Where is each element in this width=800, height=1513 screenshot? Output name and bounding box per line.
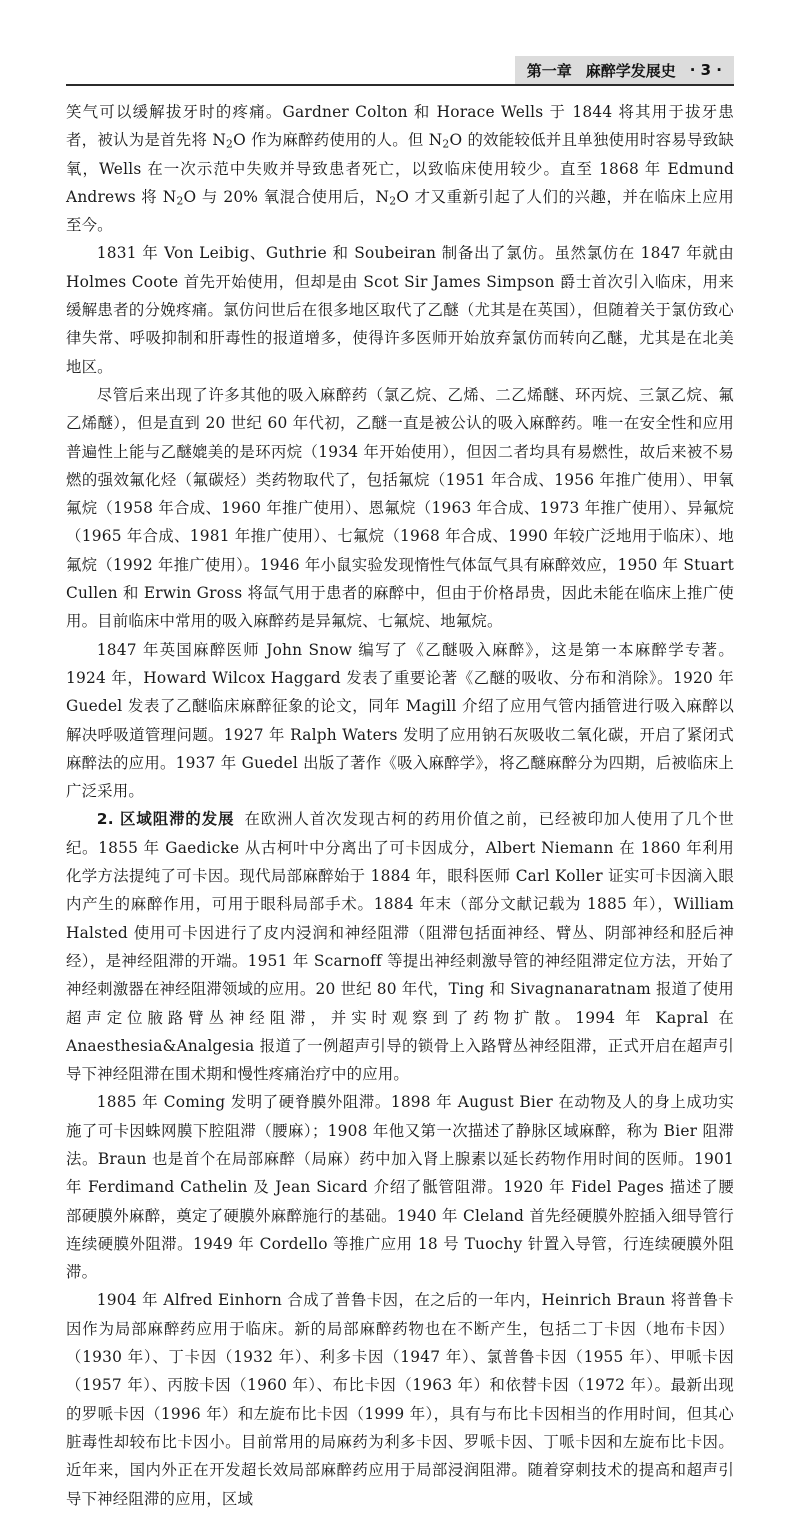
paragraph: 1904 年 Alfred Einhorn 合成了普鲁卡因，在之后的一年内，Heinrich Braun 将普鲁卡因作为局部麻醉药应用于临床。新的局部麻醉药物也在不断产生，包括二丁卡因（地布卡因）（1930 年）、丁卡因（1932 年）、利多卡因（1947 年）、氯普鲁卡因（1955 年）、甲哌卡因（1957 年）、丙胺卡因（1960 年）、布比卡因（1963 年）和依替卡因（1972 年）。最新出现的罗哌卡因（1996 年）和左旋布比卡因（1999 年），具有与布比卡因相当的作用时间，但其心脏毒性却较布比卡因小。目前常用的局麻药为利多卡因、罗哌卡因、丁哌卡因和左旋布比卡因。近年来，国内外正在开发超长效局部麻醉药应用于局部浸润阻滞。随着穿刺技术的提高和超声引导下神经阻滞的应用，区域 [66,1291,734,1508]
page-number: · 3 · [689,61,722,79]
paragraph: 1831 年 Von Leibig、Guthrie 和 Soubeiran 制备出了氯仿。虽然氯仿在 1847 年就由 Holmes Coote 首先开始使用，但却是由 Scot Sir James Simpson 爵士首次引入临床，用来缓解患者的分娩疼痛。氯仿问世后在很多地区取代了乙醚（尤其是在英国），但随着关于氯仿致心律失常、呼吸抑制和肝毒性的报道增多，使得许多医师开始放弃氯仿而转向乙醚，尤其是在北美地区。 [66,244,734,376]
paragraph: 1847 年英国麻醉医师 John Snow 编写了《乙醚吸入麻醉》，这是第一本麻醉学专著。1924 年，Howard Wilcox Haggard 发表了重要论著《乙醚的吸收、分布和消除》。1920 年 Guedel 发表了乙醚临床麻醉征象的论文，同年 Magill 介绍了应用气管内插管进行吸入麻醉以解决呼吸道管理问题。1927 年 Ralph Waters 发明了应用钠石灰吸收二氧化碳，开启了紧闭式麻醉法的应用。1937 年 Guedel 出版了著作《吸入麻醉学》，将乙醚麻醉分为四期，后被临床上广泛采用。 [66,640,734,801]
paragraph: 1885 年 Coming 发明了硬脊膜外阻滞。1898 年 August Bier 在动物及人的身上成功实施了可卡因蛛网膜下腔阻滞（腰麻）；1908 年他又第一次描述了静脉区域麻醉，称为 Bier 阻滞法。Braun 也是首个在局部麻醉（局麻）药中加入肾上腺素以延长药物作用时间的医师。1901 年 Ferdimand Cathelin 及 Jean Sicard 介绍了骶管阻滞。1920 年 Fidel Pages 描述了腰部硬膜外麻醉，奠定了硬膜外麻醉施行的基础。1940 年 Cleland 首先经硬膜外腔插入细导管行连续硬膜外阻滞。1949 年 Cordello 等推广应用 18 号 Tuochy 针置入导管，行连续硬膜外阻滞。 [66,1093,734,1282]
chapter-label: 第一章 [526,61,572,80]
chapter-title: 麻醉学发展史 [585,61,676,80]
paragraph: 尽管后来出现了许多其他的吸入麻醉药（氯乙烷、乙烯、二乙烯醚、环丙烷、三氯乙烷、氟乙烯醚），但是直到 20 世纪 60 年代初，乙醚一直是被公认的吸入麻醉药。唯一在安全性和应用普遍性上能与乙醚媲美的是环丙烷（1934 年开始使用），但因二者均具有易燃性，故后来被不易燃的强效氟化烃（氟碳烃）类药物取代了，包括氟烷（1951 年合成、1956 年推广使用）、甲氧氟烷（1958 年合成、1960 年推广使用）、恩氟烷（1963 年合成、1973 年推广使用）、异氟烷（1965 年合成、1981 年推广使用）、七氟烷（1968 年合成、1990 年较广泛地用于临床）、地氟烷（1992 年推广使用）。1946 年小鼠实验发现惰性气体氙气具有麻醉效应，1950 年 Stuart Cullen 和 Erwin Gross 将氙气用于患者的麻醉中，但由于价格昂贵，因此未能在临床上推广使用。目前临床中常用的吸入麻醉药是异氟烷、七氟烷、地氟烷。 [66,385,734,631]
paragraph: 2. 区域阻滞的发展 在欧洲人首次发现古柯的药用价值之前，已经被印加人使用了几个世纪。1855 年 Gaedicke 从古柯叶中分离出了可卡因成分，Albert Niemann 在 1860 年利用化学方法提纯了可卡因。现代局部麻醉始于 1884 年，眼科医师 Carl Koller 证实可卡因滴入眼内产生的麻醉作用，可用于眼科局部手术。1884 年末（部分文献记载为 1885 年），William Halsted 使用可卡因进行了皮内浸润和神经阻滞（阻滞包括面神经、臂丛、阴部神经和胫后神经），是神经阻滞的开端。1951 年 Scarnoff 等提出神经刺激导管的神经阻滞定位方法，开始了神经刺激器在神经阻滞领域的应用。20 世纪 80 年代，Ting 和 Sivagnanaratnam 报道了使用超声定位腋路臂丛神经阻滞，并实时观察到了药物扩散。1994 年 Kapral 在 Anaesthesia&Analgesia 报道了一例超声引导的锁骨上入路臂丛神经阻滞，正式开启在超声引导下神经阻滞在围术期和慢性疼痛治疗中的应用。 [66,810,734,1084]
chapter-tab [515,56,734,84]
running-header [66,56,734,86]
section-heading: 2. 区域阻滞的发展 [96,810,235,829]
body-text [66,98,734,1513]
paragraph: 笑气可以缓解拔牙时的疼痛。Gardner Colton 和 Horace Wells 于 1844 将其用于拔牙患者，被认为是首先将 $N_2O$ 作为麻醉药使用的人。但 $N_2O$ 的效能较低并且单独使用时容易导致缺氧，Wells 在一次示范中失败并导致患者死亡，以致临床使用较少。直至 1868 年 Edmund Andrews 将 $N_2O$ 与 20% 氧混合使用后，$N_2O$ 才又重新引起了人们的兴趣，并在临床上应用至今。 [66,103,734,235]
